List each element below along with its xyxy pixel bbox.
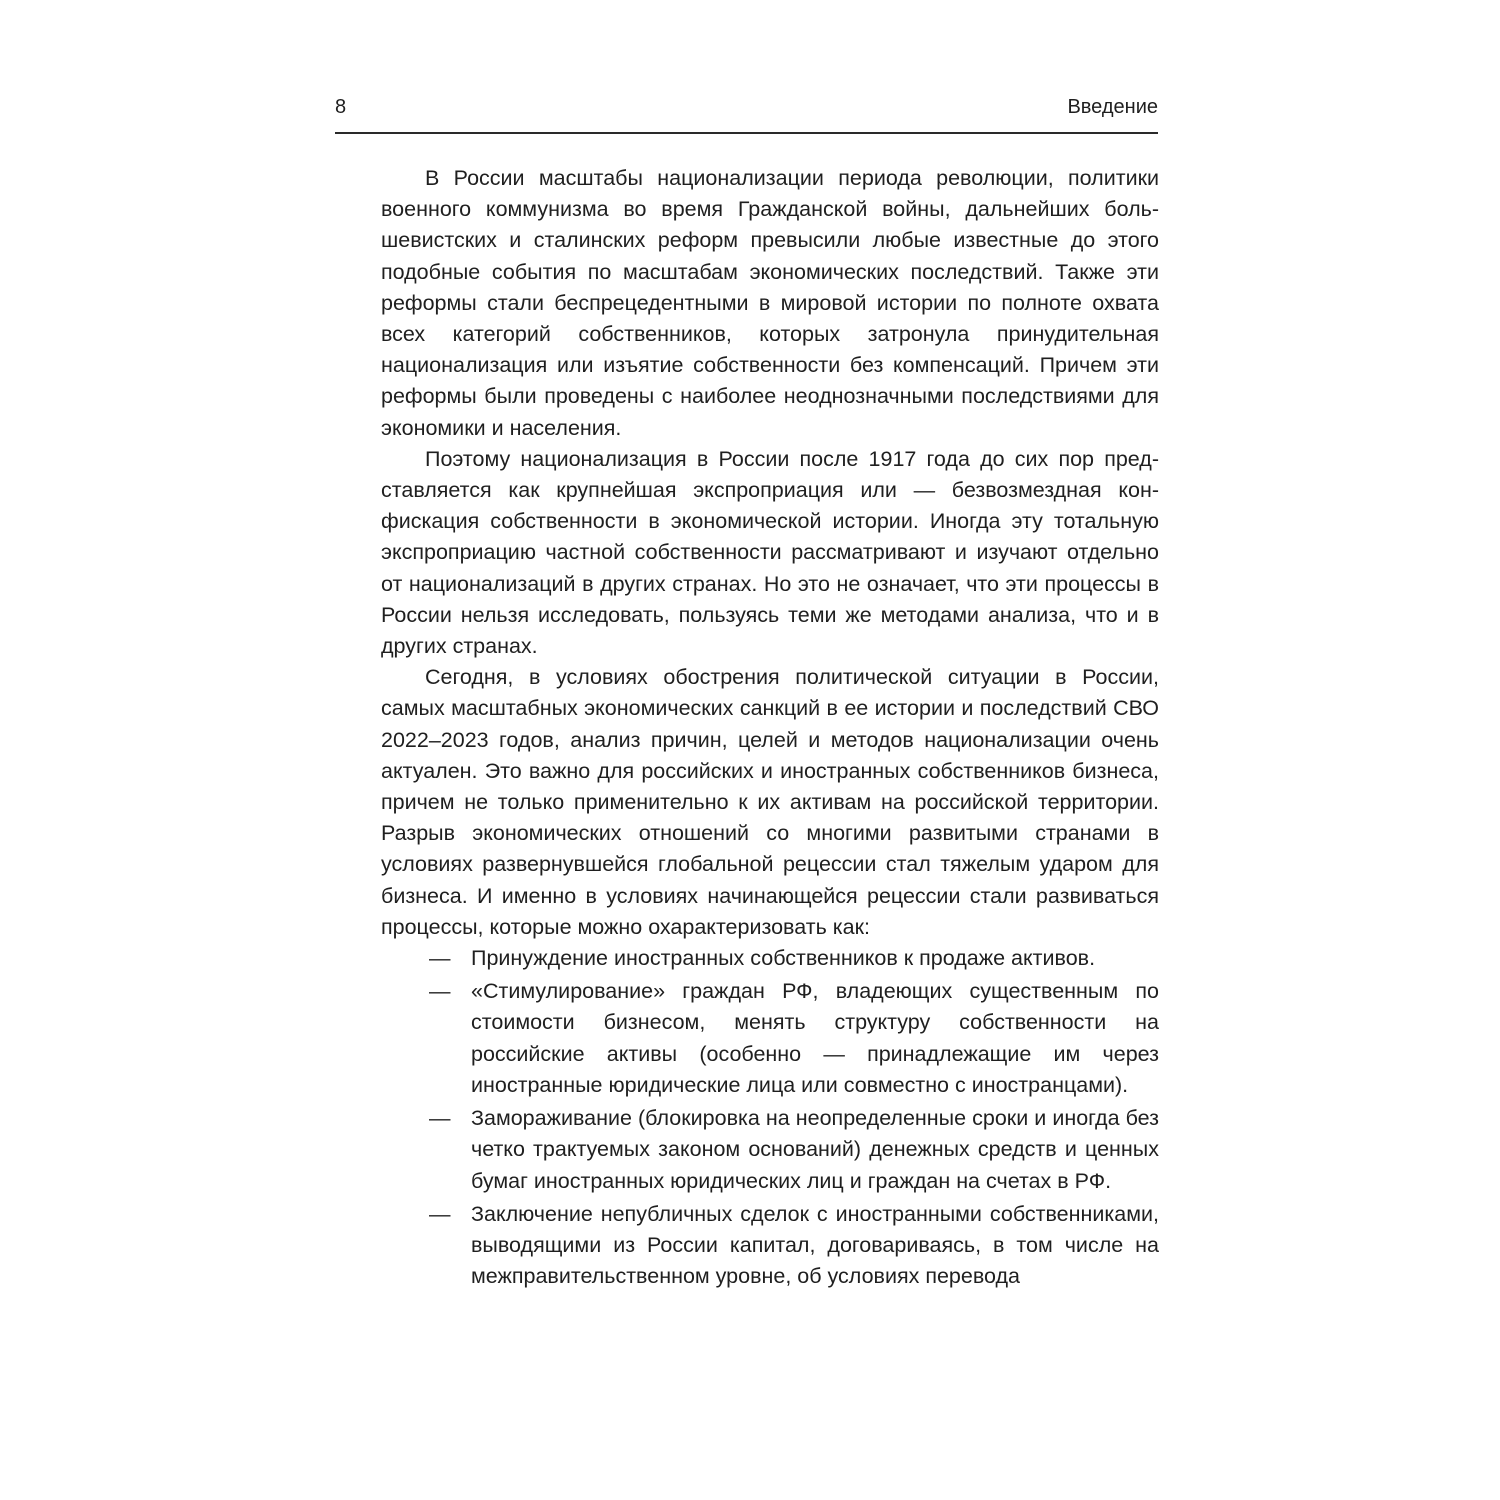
list-item (429, 943, 1159, 974)
section-title: Введение (1067, 96, 1158, 118)
running-head (335, 96, 1158, 126)
paragraph-1: В России масштабы национализации периода революции, политики военного коммунизма во время Гражданской войны, дальнейших большевистских и сталинских реформ превысили любые известные до этого подобные события по масштабам экономических последствий. Также эти реформы стали беспрецедентными в мировой истории по полноте охвата всех категорий собственников, которых затронула принудительная национализация или изъятие собственности без компенсаций. Причем эти реформы были проведены с наиболее неоднозначными последствиями для экономики и населения. (381, 166, 1159, 440)
list-item-text: Замораживание (блокировка на неопределенные сроки и иногда без четко трактуемых законом оснований) денежных средств и ценных бумаг иностранных юридических лиц и граждан на счетах в РФ. (471, 1106, 1159, 1193)
dash-marker: — (429, 1201, 451, 1226)
dash-list (381, 943, 1159, 1292)
body-text (381, 163, 1159, 1292)
header-rule (335, 132, 1158, 134)
list-item (429, 1199, 1159, 1293)
dash-marker: — (429, 1106, 451, 1131)
list-item-text: «Стимулирование» граждан РФ, владеющих существенным по стоимости бизнесом, менять структуру собственности на российские активы (особенно — принадлежащие им через иностранные юридические лица или совместно с иностранцами). (471, 979, 1159, 1097)
list-item (429, 976, 1159, 1101)
paragraph-3: Сегодня, в условиях обострения политической ситуации в России, самых масштабных экономических санкций в ее истории и последствий СВО 2022–2023 годов, анализ причин, целей и методов национализации очень актуален. Это важно для российских и иностранных собственников бизнеса, причем не только применительно к их активам на российской территории. Разрыв экономических отношений со многими развитыми странами в условиях развернувшейся глобальной рецессии стал тяжелым ударом для бизнеса. И именно в условиях начинающейся рецессии стали развиваться процессы, которые можно охарактеризовать как: (381, 665, 1159, 939)
list-item-text: Заключение непубличных сделок с иностранными собственниками, выводящими из России капитал, договариваясь, в том числе на межправительственном уровне, об условиях перевода (471, 1201, 1159, 1289)
dash-marker: — (429, 946, 451, 971)
dash-marker: — (429, 979, 451, 1004)
list-item-text: Принуждение иностранных собственников к продаже активов. (471, 946, 1096, 971)
paragraph-2: Поэтому национализация в России после 1917 года до сих пор представляется как крупнейшая экспроприация или — безвозмездная конфискация собственности в экономической истории. Иногда эту тотальную экспроприацию частной собственности рассматривают и изучают отдельно от национализаций в других странах. Но это не означает, что эти процессы в России нельзя исследовать, пользуясь теми же методами анализа, что и в других странах. (381, 446, 1159, 659)
list-item (429, 1103, 1159, 1197)
page-number: 8 (335, 96, 347, 118)
